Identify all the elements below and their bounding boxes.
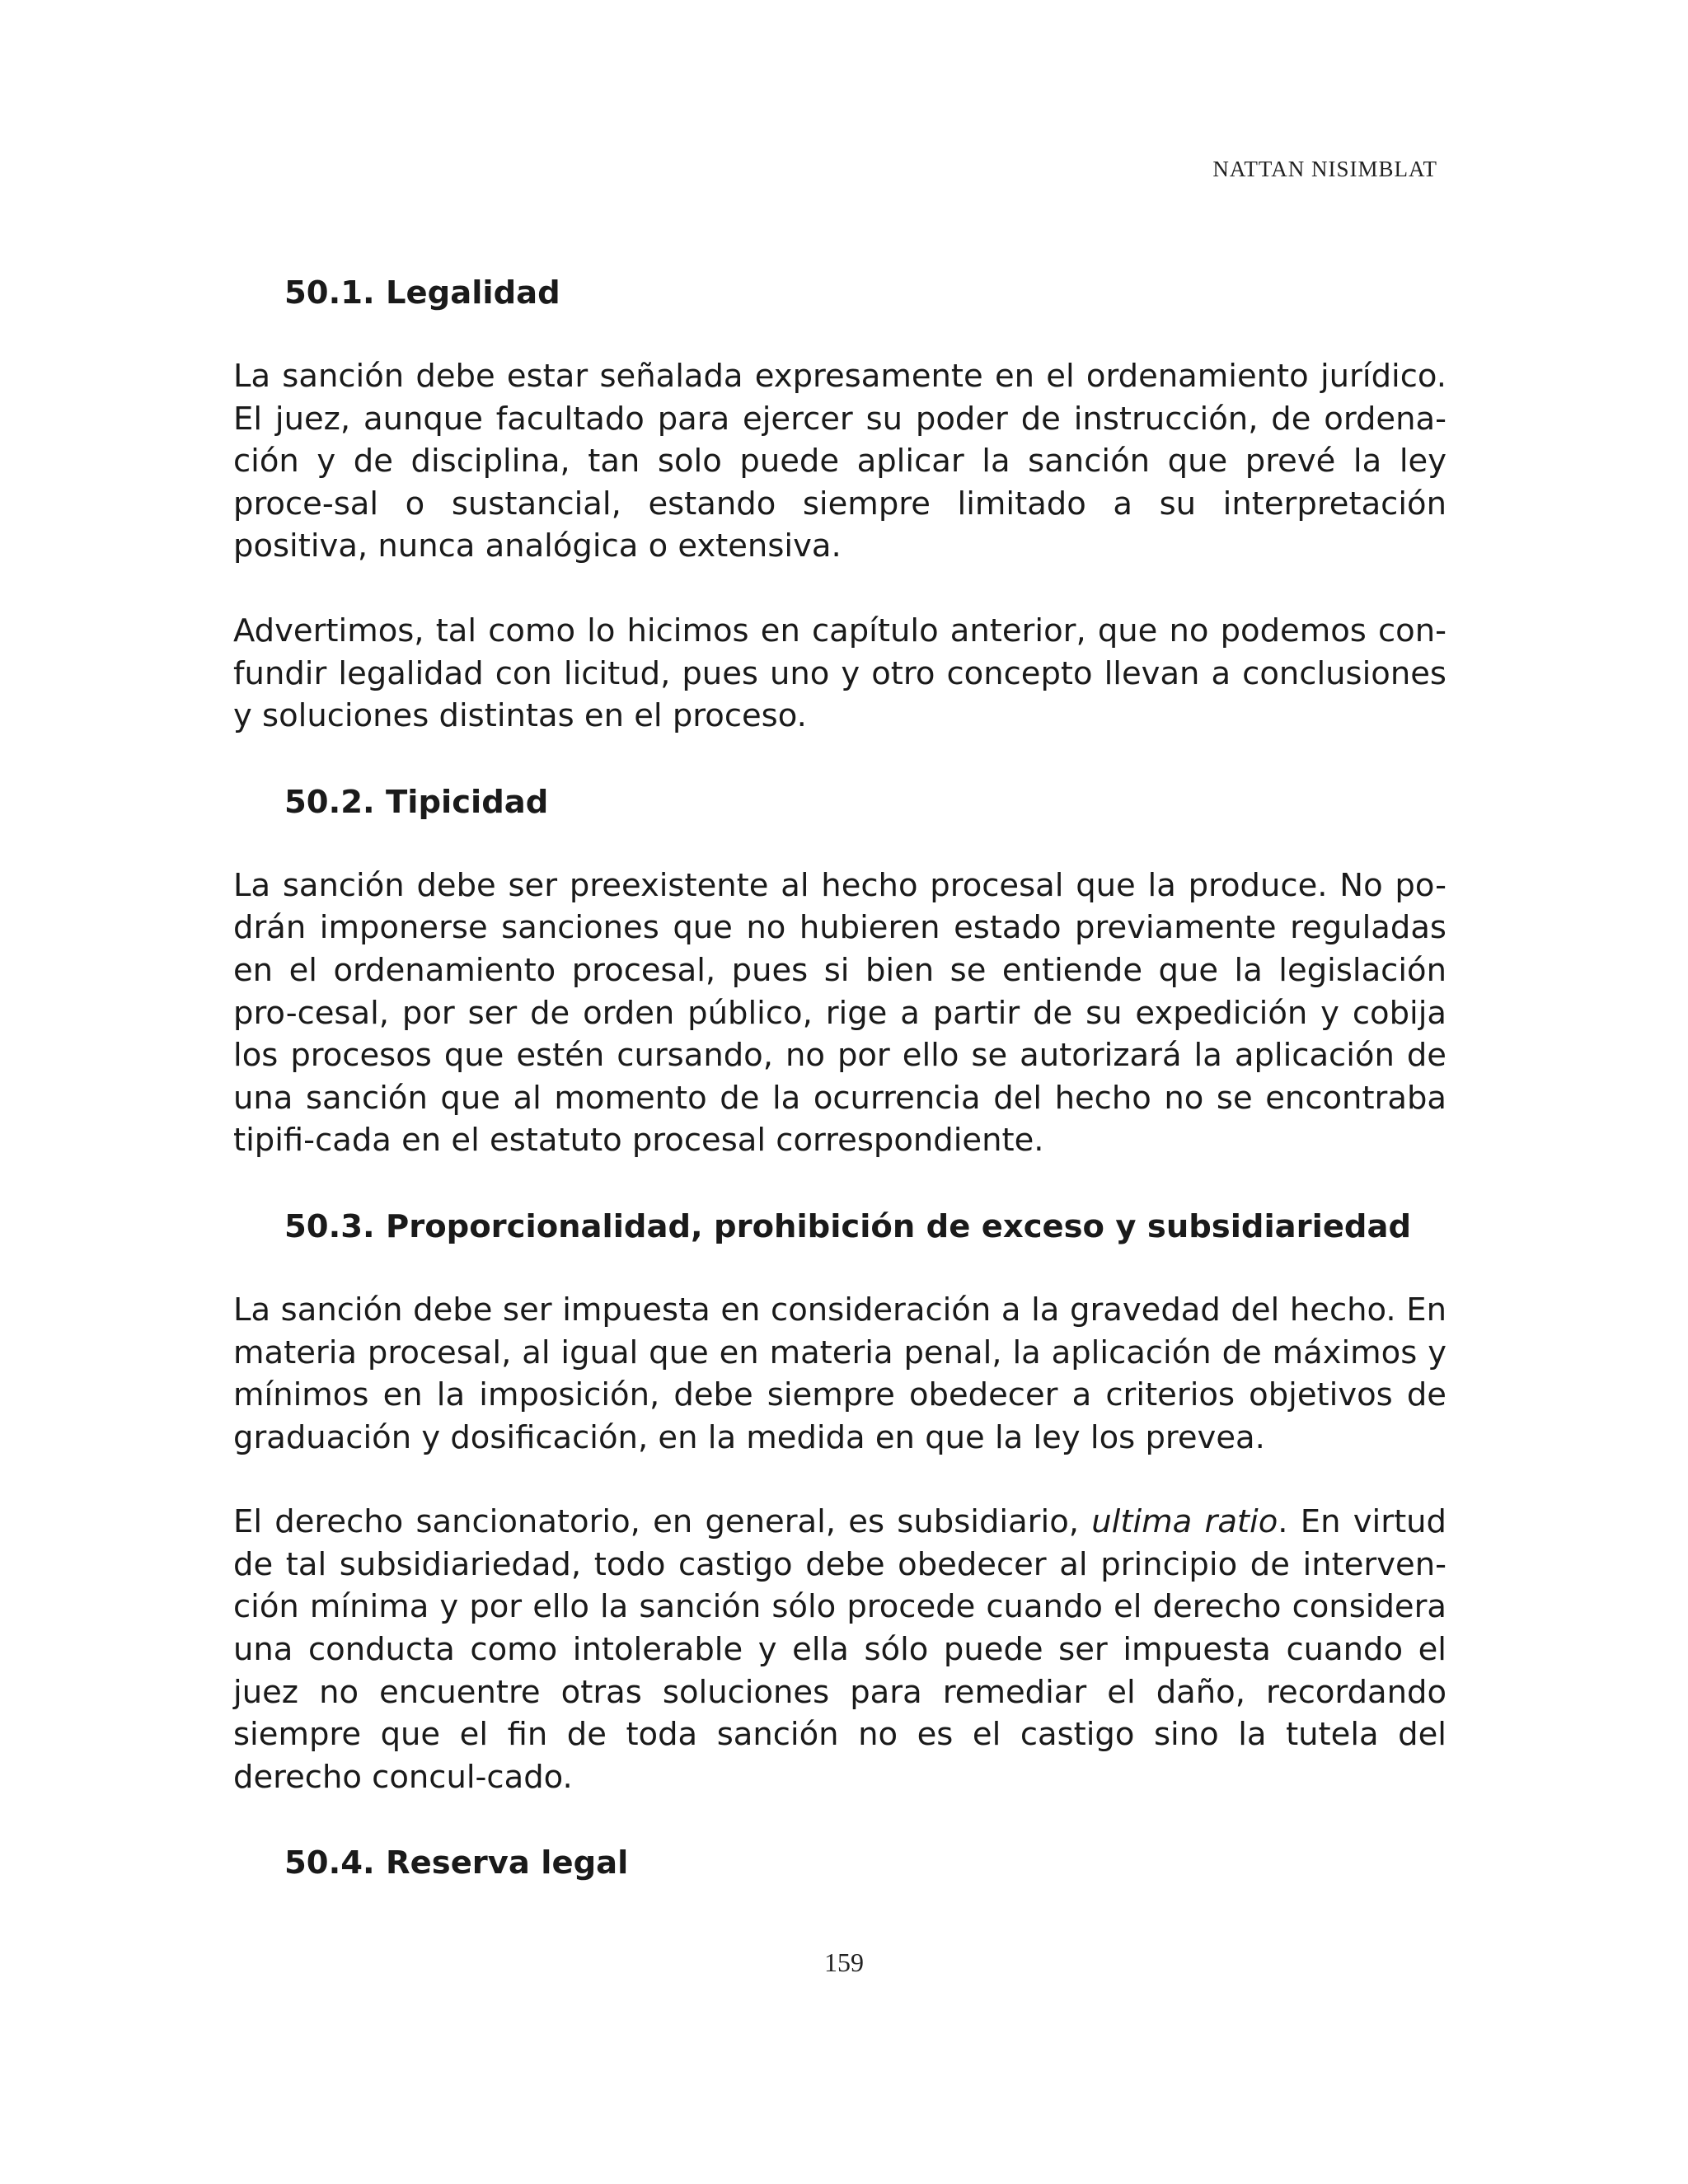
paragraph-text-after: . En virtud de tal subsidiariedad, todo castigo debe obedecer al principio de interven-ción mínima y por ello la sanción sólo procede cuando el derecho considera una conducta como intolerable y ella sólo puede ser impuesta cuando el juez no encuentre otras soluciones para remediar el daño, recordando siempre que el fin de toda sanción no es el castigo sino la tutela del derecho concul-cado. — [233, 1503, 1447, 1796]
paragraph: La sanción debe estar señalada expresamente en el ordenamiento jurídico. El juez, aunque facultado para ejercer su poder de instrucción, de ordena-ción y de disciplina, tan solo puede aplicar la sanción que prevé la ley proce-sal o sustancial, estando siempre limitado a su interpretación positiva, nunca analógica o extensiva. — [233, 358, 1447, 565]
paragraph: Advertimos, tal como lo hicimos en capítulo anterior, que no podemos con-fundir legalidad con licitud, pues uno y otro concepto llevan a conclusiones y soluciones distintas en el proceso. — [233, 612, 1447, 735]
section-heading-tipicidad: 50.2. Tipicidad — [284, 783, 549, 821]
paragraph-subsidiariedad — [233, 1501, 1447, 1798]
section-heading-reserva-legal: 50.4. Reserva legal — [284, 1844, 629, 1882]
paragraph-text-before: El derecho sancionatorio, en general, es subsidiario, — [233, 1503, 1092, 1541]
running-header-author: NATTAN NISIMBLAT — [1212, 157, 1437, 181]
section-heading-legalidad: 50.1. Legalidad — [284, 274, 560, 312]
paragraph: La sanción debe ser preexistente al hecho procesal que la produce. No po-drán imponerse sanciones que no hubieren estado previamente reguladas en el ordenamiento procesal, pues si bien se entiende que la legislación pro-cesal, por ser de orden público, rige a partir de su expedición y cobija los procesos que estén cursando, no por ello se autorizará la aplicación de una sanción que al momento de la ocurrencia del hecho no se encontraba tipifi-cada en el estatuto procesal correspondiente. — [233, 866, 1447, 1160]
paragraph: La sanción debe ser impuesta en consideración a la gravedad del hecho. En materia procesal, al igual que en materia penal, la aplicación de máximos y mínimos en la imposición, debe siempre obedecer a criterios objetivos de graduación y dosificación, en la medida en que la ley los prevea. — [233, 1291, 1447, 1456]
page-number: 159 — [824, 1947, 864, 1977]
page-body — [233, 272, 1447, 1925]
italic-term: ultima ratio — [1091, 1503, 1278, 1541]
section-heading-proporcionalidad: 50.3. Proporcionalidad, prohibición de exceso y subsidiariedad — [284, 1207, 1412, 1245]
